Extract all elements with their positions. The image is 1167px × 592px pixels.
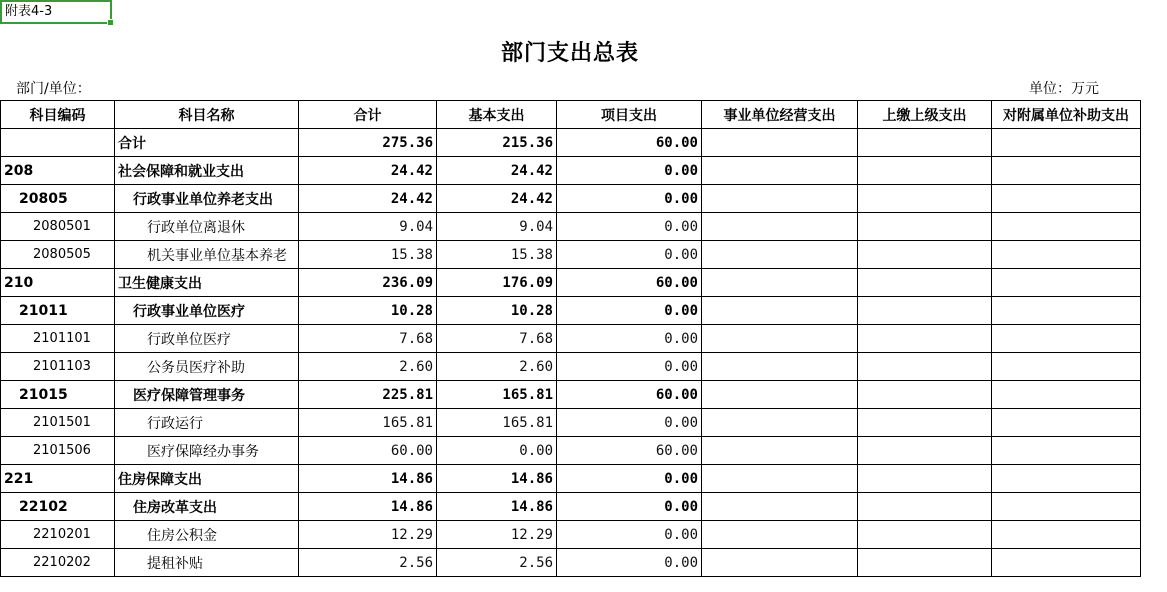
cell-basic[interactable]: 7.68 (437, 325, 557, 353)
cell-name[interactable]: 提租补贴 (115, 549, 299, 577)
cell-code[interactable]: 208 (1, 157, 115, 185)
header-row (1, 101, 1141, 129)
cell-upper[interactable] (858, 241, 992, 269)
cell-name[interactable]: 行政事业单位医疗 (115, 297, 299, 325)
cell-project[interactable]: 0.00 (557, 409, 702, 437)
cell-business[interactable] (702, 465, 858, 493)
cell-upper[interactable] (858, 465, 992, 493)
cell-project[interactable]: 0.00 (557, 353, 702, 381)
cell-subsidy[interactable] (992, 437, 1141, 465)
cell-project[interactable]: 0.00 (557, 325, 702, 353)
cell-subsidy[interactable] (992, 157, 1141, 185)
cell-name[interactable]: 社会保障和就业支出 (115, 157, 299, 185)
table-row (1, 213, 1141, 241)
cell-business[interactable] (702, 549, 858, 577)
cell-business[interactable] (702, 269, 858, 297)
cell-upper[interactable] (858, 493, 992, 521)
cell-total[interactable]: 15.38 (299, 241, 437, 269)
cell-business[interactable] (702, 213, 858, 241)
cell-subsidy[interactable] (992, 297, 1141, 325)
cell-total[interactable]: 225.81 (299, 381, 437, 409)
cell-project[interactable]: 60.00 (557, 381, 702, 409)
cell-subsidy[interactable] (992, 241, 1141, 269)
cell-upper[interactable] (858, 437, 992, 465)
cell-project[interactable]: 0.00 (557, 157, 702, 185)
cell-code[interactable] (1, 129, 115, 157)
cell-total[interactable]: 12.29 (299, 521, 437, 549)
cell-total[interactable]: 2.60 (299, 353, 437, 381)
cell-project[interactable]: 0.00 (557, 241, 702, 269)
cell-code[interactable]: 2101506 (1, 437, 115, 465)
cell-name[interactable]: 行政单位医疗 (115, 325, 299, 353)
cell-basic[interactable]: 14.86 (437, 465, 557, 493)
cell-basic[interactable]: 165.81 (437, 409, 557, 437)
header-subsidy[interactable]: 对附属单位补助支出 (992, 101, 1141, 129)
header-business[interactable]: 事业单位经营支出 (702, 101, 858, 129)
cell-code[interactable]: 2101103 (1, 353, 115, 381)
cell-name[interactable]: 医疗保障管理事务 (115, 381, 299, 409)
cell-total[interactable]: 60.00 (299, 437, 437, 465)
cell-name[interactable]: 住房公积金 (115, 521, 299, 549)
cell-business[interactable] (702, 185, 858, 213)
cell-business[interactable] (702, 157, 858, 185)
cell-subsidy[interactable] (992, 213, 1141, 241)
cell-upper[interactable] (858, 269, 992, 297)
unit-label: 单位：万元 (1029, 81, 1099, 97)
cell-basic[interactable]: 2.60 (437, 353, 557, 381)
cell-upper[interactable] (858, 549, 992, 577)
cell-basic[interactable]: 2.56 (437, 549, 557, 577)
cell-business[interactable] (702, 353, 858, 381)
cell-code[interactable]: 2210201 (1, 521, 115, 549)
table-row (1, 325, 1141, 353)
cell-subsidy[interactable] (992, 353, 1141, 381)
cell-code[interactable]: 210 (1, 269, 115, 297)
cell-basic[interactable]: 176.09 (437, 269, 557, 297)
cell-upper[interactable] (858, 325, 992, 353)
expense-table (0, 100, 1141, 577)
cell-total[interactable]: 7.68 (299, 325, 437, 353)
cell-upper[interactable] (858, 381, 992, 409)
table-row (1, 493, 1141, 521)
cell-total[interactable]: 24.42 (299, 185, 437, 213)
header-total[interactable]: 合计 (299, 101, 437, 129)
cell-business[interactable] (702, 409, 858, 437)
cell-project[interactable]: 60.00 (557, 269, 702, 297)
cell-total[interactable]: 9.04 (299, 213, 437, 241)
cell-subsidy[interactable] (992, 493, 1141, 521)
cell-code[interactable]: 2080505 (1, 241, 115, 269)
table-row (1, 353, 1141, 381)
cell-subsidy[interactable] (992, 521, 1141, 549)
cell-name[interactable]: 公务员医疗补助 (115, 353, 299, 381)
cell-subsidy[interactable] (992, 549, 1141, 577)
table-row (1, 381, 1141, 409)
table-row (1, 185, 1141, 213)
fill-handle[interactable] (107, 19, 114, 26)
cell-total[interactable]: 10.28 (299, 297, 437, 325)
header-name[interactable]: 科目名称 (115, 101, 299, 129)
cell-subsidy[interactable] (992, 269, 1141, 297)
table-row (1, 129, 1141, 157)
cell-upper[interactable] (858, 185, 992, 213)
cell-code[interactable]: 2210202 (1, 549, 115, 577)
header-code[interactable]: 科目编码 (1, 101, 115, 129)
cell-total[interactable]: 236.09 (299, 269, 437, 297)
header-basic[interactable]: 基本支出 (437, 101, 557, 129)
dept-label: 部门/单位： (16, 81, 91, 97)
cell-code[interactable]: 2101101 (1, 325, 115, 353)
cell-code[interactable]: 21011 (1, 297, 115, 325)
cell-total[interactable]: 2.56 (299, 549, 437, 577)
cell-basic[interactable]: 15.38 (437, 241, 557, 269)
report-title: 部门支出总表 (500, 40, 639, 66)
table-row (1, 521, 1141, 549)
cell-basic[interactable]: 165.81 (437, 381, 557, 409)
cell-code[interactable]: 22102 (1, 493, 115, 521)
header-upper[interactable]: 上缴上级支出 (858, 101, 992, 129)
cell-business[interactable] (702, 521, 858, 549)
cell-business[interactable] (702, 297, 858, 325)
cell-basic[interactable]: 24.42 (437, 157, 557, 185)
cell-subsidy[interactable] (992, 381, 1141, 409)
cell-name[interactable]: 行政单位离退休 (115, 213, 299, 241)
table-row (1, 269, 1141, 297)
cell-upper[interactable] (858, 157, 992, 185)
cell-project[interactable]: 0.00 (557, 465, 702, 493)
cell-basic[interactable]: 215.36 (437, 129, 557, 157)
cell-project[interactable]: 60.00 (557, 437, 702, 465)
cell-project[interactable]: 0.00 (557, 297, 702, 325)
table-row (1, 465, 1141, 493)
cell-total[interactable]: 14.86 (299, 493, 437, 521)
cell-subsidy[interactable] (992, 465, 1141, 493)
cell-code[interactable]: 21015 (1, 381, 115, 409)
cell-project[interactable]: 0.00 (557, 521, 702, 549)
cell-business[interactable] (702, 437, 858, 465)
header-project[interactable]: 项目支出 (557, 101, 702, 129)
cell-upper[interactable] (858, 409, 992, 437)
cell-total[interactable]: 24.42 (299, 157, 437, 185)
table-row (1, 241, 1141, 269)
cell-name[interactable]: 住房保障支出 (115, 465, 299, 493)
cell-name[interactable]: 行政运行 (115, 409, 299, 437)
cell-basic[interactable]: 0.00 (437, 437, 557, 465)
cell-name[interactable]: 机关事业单位基本养老 (115, 241, 299, 269)
cell-name[interactable]: 住房改革支出 (115, 493, 299, 521)
cell-subsidy[interactable] (992, 409, 1141, 437)
table-row (1, 157, 1141, 185)
cell-name[interactable]: 合计 (115, 129, 299, 157)
cell-business[interactable] (702, 129, 858, 157)
cell-total[interactable]: 275.36 (299, 129, 437, 157)
cell-business[interactable] (702, 241, 858, 269)
cell-upper[interactable] (858, 521, 992, 549)
cell-upper[interactable] (858, 213, 992, 241)
cell-ref-text: 附表4-3 (5, 4, 53, 19)
cell-name[interactable]: 行政事业单位养老支出 (115, 185, 299, 213)
cell-business[interactable] (702, 493, 858, 521)
cell-name[interactable]: 卫生健康支出 (115, 269, 299, 297)
cell-business[interactable] (702, 325, 858, 353)
cell-business[interactable] (702, 381, 858, 409)
cell-total[interactable]: 14.86 (299, 465, 437, 493)
cell-project[interactable]: 60.00 (557, 129, 702, 157)
cell-project[interactable]: 0.00 (557, 213, 702, 241)
cell-basic[interactable]: 14.86 (437, 493, 557, 521)
cell-project[interactable]: 0.00 (557, 185, 702, 213)
cell-basic[interactable]: 24.42 (437, 185, 557, 213)
cell-code[interactable]: 2080501 (1, 213, 115, 241)
table-row (1, 549, 1141, 577)
cell-code[interactable]: 221 (1, 465, 115, 493)
table-row (1, 409, 1141, 437)
cell-basic[interactable]: 10.28 (437, 297, 557, 325)
cell-upper[interactable] (858, 129, 992, 157)
table-row (1, 437, 1141, 465)
cell-subsidy[interactable] (992, 129, 1141, 157)
cell-basic[interactable]: 12.29 (437, 521, 557, 549)
table-row (1, 297, 1141, 325)
cell-basic[interactable]: 9.04 (437, 213, 557, 241)
selected-cell[interactable] (0, 0, 112, 24)
cell-subsidy[interactable] (992, 185, 1141, 213)
cell-name[interactable]: 医疗保障经办事务 (115, 437, 299, 465)
cell-project[interactable]: 0.00 (557, 493, 702, 521)
cell-upper[interactable] (858, 353, 992, 381)
cell-subsidy[interactable] (992, 325, 1141, 353)
cell-upper[interactable] (858, 297, 992, 325)
cell-total[interactable]: 165.81 (299, 409, 437, 437)
cell-code[interactable]: 20805 (1, 185, 115, 213)
cell-code[interactable]: 2101501 (1, 409, 115, 437)
cell-project[interactable]: 0.00 (557, 549, 702, 577)
